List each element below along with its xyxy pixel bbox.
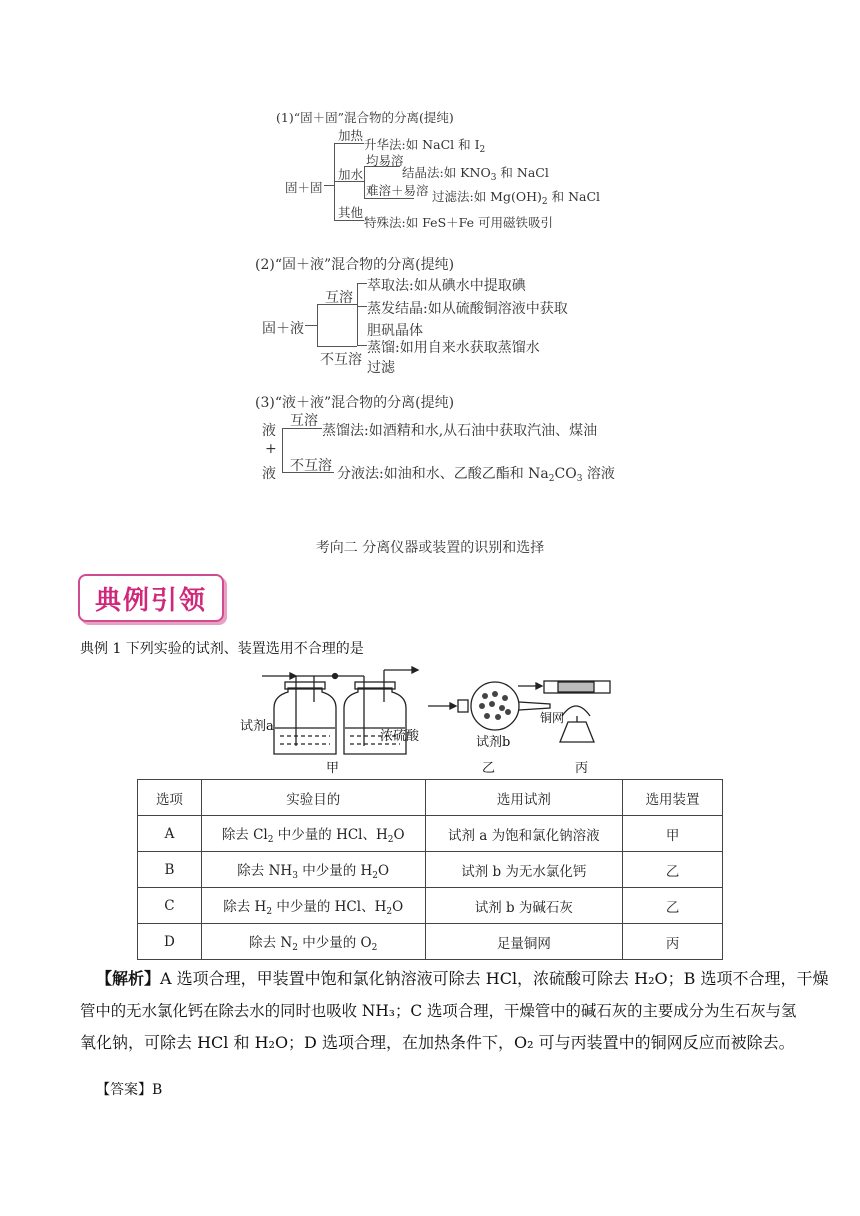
- separatory-method: 分液法:如油和水、乙酸乙酯和 $Na_2CO_3$ 溶液: [337, 466, 615, 484]
- insoluble-soluble-label: 难溶＋易溶: [366, 183, 429, 198]
- section2-root: 固＋液: [262, 321, 304, 337]
- device-cell: 乙: [623, 888, 723, 924]
- table-row: [138, 816, 723, 852]
- section3-title: (3)“液＋液”混合物的分离(提纯): [255, 395, 455, 411]
- analysis-line3: 氧化钠，可除去 HCl 和 H₂O；D 选项合理，在加热条件下，O₂ 可与丙装置中的铜网反应而被除去。: [80, 1033, 795, 1052]
- apparatus-figure: [240, 662, 620, 778]
- reagent-b-label: 试剂b: [476, 735, 511, 750]
- branch-other: 其他: [338, 205, 364, 220]
- option-cell: C: [138, 888, 202, 924]
- copper-mesh-label: 铜网: [540, 711, 565, 725]
- option-cell: B: [138, 852, 202, 888]
- table-header-row: [138, 780, 723, 816]
- distillation-method: 蒸馏:如用自来水获取蒸馏水: [367, 340, 540, 356]
- label-jia: 甲: [326, 761, 340, 776]
- connector: [282, 428, 283, 472]
- distillation-method: 蒸馏法:如酒精和水,从石油中获取汽油、煤油: [322, 423, 598, 439]
- reagent-a-label: 试剂a: [240, 719, 274, 734]
- header-cell: 选用装置: [623, 780, 723, 816]
- filtration-label: 过滤: [367, 360, 395, 376]
- sublimation-method: 升华法:如 NaCl 和 $I_2$: [364, 137, 486, 155]
- connector: [357, 283, 367, 284]
- special-method: 特殊法:如 FeS＋Fe 可用磁铁吸引: [364, 215, 553, 230]
- purpose-cell: 除去 $NH_3$ 中少量的 $H_2O$: [201, 852, 425, 888]
- analysis-label: 【解析】: [96, 969, 161, 988]
- connector: [317, 346, 357, 347]
- both-soluble-label: 均易溶: [366, 153, 404, 168]
- section2-title: (2)“固＋液”混合物的分离(提纯): [255, 257, 455, 273]
- analysis-line1: A 选项合理，甲装置中饱和氯化钠溶液可除去 HCl，浓硫酸可除去 H₂O；B 选项不合理，干燥: [160, 969, 829, 988]
- extraction-method: 萃取法:如从碘水中提取碘: [367, 278, 526, 294]
- evaporation-method: 蒸发结晶:如从硫酸铜溶液中获取: [367, 301, 568, 317]
- reagent-cell: 试剂 b 为碱石灰: [425, 888, 623, 924]
- answer-line: [96, 1079, 162, 1099]
- liquid-top: 液: [262, 423, 276, 439]
- option-cell: A: [138, 816, 202, 852]
- miscible-label: 互溶: [325, 290, 353, 306]
- connector: [357, 283, 358, 345]
- connector: [357, 306, 367, 307]
- liquid-bottom: 液: [262, 466, 276, 482]
- answer-label: 【答案】: [96, 1082, 152, 1098]
- header-cell: 选项: [138, 780, 202, 816]
- analysis-line2: 管中的无水氯化钙在除去水的同时也吸收 NH₃；C 选项合理，干燥管中的碱石灰的主要成分为生石灰与氢: [80, 1002, 797, 1020]
- table-row: [138, 924, 723, 960]
- direction-title: 考向二 分离仪器或装置的识别和选择: [315, 540, 545, 556]
- plus-sign: +: [265, 441, 277, 457]
- example-banner: [78, 574, 224, 622]
- purpose-cell: 除去 $H_2$ 中少量的 HCl、$H_2O$: [201, 888, 425, 924]
- evaporation-method-cont: 胆矾晶体: [367, 323, 423, 339]
- crystallization-method: 结晶法:如 $KNO_3$ 和 NaCl: [402, 165, 549, 183]
- section1-root: 固＋固: [285, 180, 323, 195]
- connector: [357, 345, 367, 346]
- filtration-method: 过滤法:如 $Mg(OH)_2$ 和 NaCl: [432, 189, 601, 207]
- section1-title: (1)“固＋固”混合物的分离(提纯): [276, 110, 454, 125]
- purpose-cell: 除去 $Cl_2$ 中少量的 HCl、$H_2O$: [201, 816, 425, 852]
- options-table: [137, 779, 723, 960]
- option-cell: D: [138, 924, 202, 960]
- immiscible-label: 不互溶: [320, 352, 362, 368]
- immiscible-label: 不互溶: [290, 458, 332, 474]
- purpose-cell: 除去 $N_2$ 中少量的 $O_2$: [201, 924, 425, 960]
- branch-heat: 加热: [338, 128, 364, 143]
- branch-water: 加水: [338, 167, 364, 182]
- device-cell: 甲: [623, 816, 723, 852]
- table-row: [138, 888, 723, 924]
- banner-text: 典例引领: [94, 586, 207, 616]
- connector: [324, 185, 334, 186]
- label-bing: 丙: [575, 761, 589, 776]
- analysis-paragraph: [80, 963, 829, 1059]
- connector: [305, 325, 317, 326]
- header-cell: 选用试剂: [425, 780, 623, 816]
- device-cell: 乙: [623, 852, 723, 888]
- example-title: 典例 1 下列实验的试剂、装置选用不合理的是: [80, 641, 364, 657]
- reagent-cell: 试剂 b 为无水氯化钙: [425, 852, 623, 888]
- answer-value: B: [152, 1082, 163, 1098]
- label-yi: 乙: [482, 761, 496, 776]
- table-row: [138, 852, 723, 888]
- connector: [364, 166, 365, 198]
- device-cell: 丙: [623, 924, 723, 960]
- header-cell: 实验目的: [201, 780, 425, 816]
- connector: [317, 304, 318, 346]
- reagent-cell: 试剂 a 为饱和氯化钠溶液: [425, 816, 623, 852]
- conc-acid-label: 浓硫酸: [380, 729, 420, 744]
- reagent-cell: 足量铜网: [425, 924, 623, 960]
- miscible-label: 互溶: [290, 413, 318, 429]
